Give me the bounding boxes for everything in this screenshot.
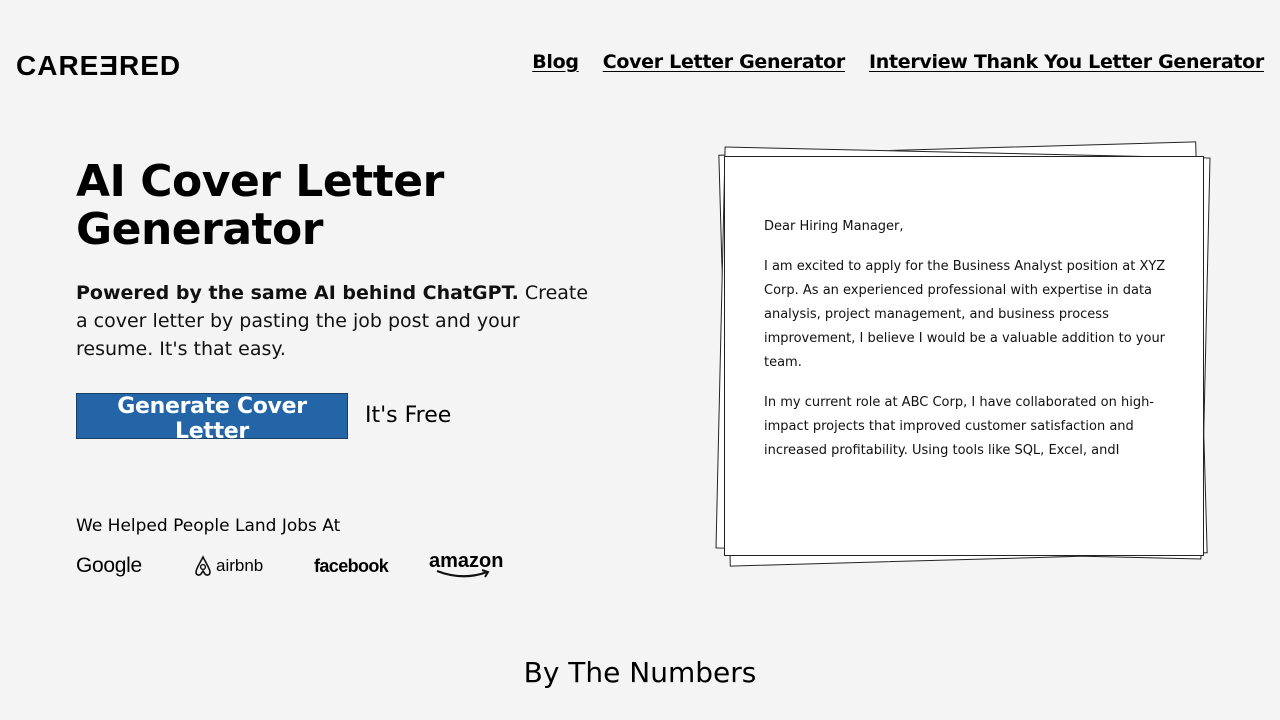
hero-subtitle xyxy=(76,279,596,363)
airbnb-logo-icon xyxy=(193,555,213,577)
top-nav xyxy=(532,51,1264,73)
amazon-logo xyxy=(429,551,503,581)
page-title xyxy=(76,158,456,254)
careered-logo[interactable]: CAREƎRED xyxy=(16,50,182,81)
facebook-logo xyxy=(314,551,388,581)
letter-greeting: Dear Hiring Manager, xyxy=(764,219,904,234)
nav-link-cover-letter-generator[interactable]: Cover Letter Generator xyxy=(602,51,845,73)
google-logo-text: Google xyxy=(76,554,142,577)
front-sheet xyxy=(724,156,1204,556)
by-the-numbers-heading: By The Numbers xyxy=(523,656,757,689)
facebook-logo-text: facebook xyxy=(314,555,389,576)
amazon-logo-text: amazon xyxy=(429,550,504,572)
hero-subtitle-rest: Create a cover letter by pasting the job post and your resume. It's that easy. xyxy=(76,282,589,360)
letter-paragraph-1: I am excited to apply for the Business Analyst position at XYZ Corp. As an experienced professional with expertise in data analysis, project management, and business process improvement, I believe I would be a valuable addition to your team. xyxy=(764,259,1166,370)
nav-link-blog[interactable]: Blog xyxy=(532,51,579,73)
nav-link-thank-you-letter-generator[interactable]: Interview Thank You Letter Generator xyxy=(868,51,1264,73)
hero-subtitle-bold: Powered by the same AI behind ChatGPT. xyxy=(76,282,519,304)
letter-paragraph-2: In my current role at ABC Corp, I have collaborated on high-impact projects that improved customer satisfaction and increased profitability. Using tools like SQL, Excel, andI xyxy=(764,395,1154,458)
cover-letter-preview xyxy=(710,140,1220,575)
social-proof-heading: We Helped People Land Jobs At xyxy=(76,516,341,536)
free-note: It's Free xyxy=(365,403,452,428)
airbnb-logo-text: airbnb xyxy=(216,556,264,575)
amazon-smile-icon xyxy=(435,569,493,579)
generate-cover-letter-button[interactable]: Generate Cover Letter xyxy=(76,393,348,439)
airbnb-logo xyxy=(193,551,263,581)
letter-body xyxy=(764,215,1196,479)
page-title-text: AI Cover Letter Generator xyxy=(76,156,444,255)
google-logo xyxy=(76,551,142,581)
